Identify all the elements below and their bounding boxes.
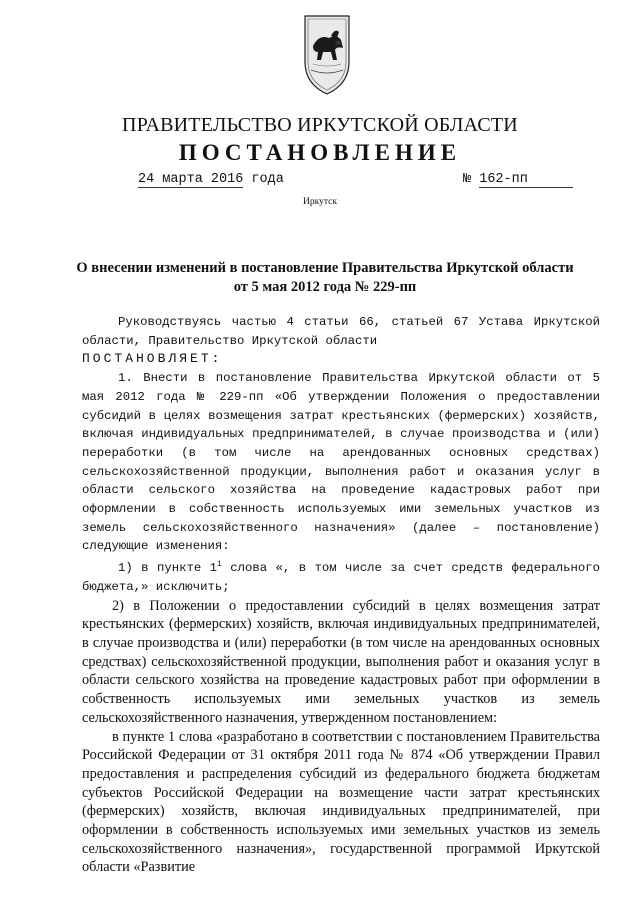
date-suffix: года <box>251 172 284 187</box>
preamble-paragraph: Руководствуясь частью 4 статьи 66, статьей 67 Устава Иркутской области, Правительство Иркутской области <box>82 315 600 348</box>
item-1-paragraph: 1. Внести в постановление Правительства Иркутской области от 5 мая 2012 года № 229-пп «Об утверждении Положения о предоставлении субсидий в целях возмещения затрат крестьянских (фермерских) хозяйств, включая индивидуальных предпринимателей, в случае производства и (или) переработки (в том числе на арендованных основных средствах) сельскохозяйственной продукции, выполнения работ и оказания услуг в области сельского хозяйства на проведение кадастровых работ при оформлении в собственность используемых ими земельных участков из земель сельскохозяйственного назначения» (далее – постановление) следующие изменения: <box>82 371 600 554</box>
document-date <box>138 172 284 187</box>
document-number <box>463 172 573 188</box>
document-title <box>70 259 580 297</box>
subitem-1-text-a: 1) в пункте 1 <box>118 561 218 576</box>
number-sign: № <box>463 172 472 187</box>
document-body <box>82 313 600 877</box>
number-value: 162-пп <box>479 172 573 188</box>
subitem-1-superscript: 1 <box>217 560 222 570</box>
postanovlyaet-heading: ПОСТАНОВЛЯЕТ: <box>82 351 223 367</box>
title-line-2: от 5 мая 2012 года № 229-пп <box>233 279 417 295</box>
subitem-1-text-b: слова «, в том числе за счет средств федерального бюджета,» исключить; <box>82 561 601 594</box>
title-line-1: О внесении изменений в постановление Правительства Иркутской области <box>76 260 574 276</box>
city-name: Иркутск <box>303 197 337 207</box>
subitem-1-paragraph <box>82 556 600 597</box>
government-name: ПРАВИТЕЛЬСТВО ИРКУТСКОЙ ОБЛАСТИ <box>122 114 518 136</box>
subitem-2-paragraph: 2) в Положении о предоставлении субсидий в целях возмещения затрат крестьянских (фермерских) хозяйств, включая индивидуальных предпринимателей, в случае производства и (или) переработки (в том числе на арендованных основных средствах) сельскохозяйственной продукции, выполнения работ и оказания услуг в области сельского хозяйства на проведение кадастровых работ при оформлении в собственность используемых ими земельных участков из земель сельскохозяйственного назначения, утвержденном постановлением: <box>82 597 600 726</box>
subitem-2-paragraph-continuation: в пункте 1 слова «разработано в соответствии с постановлением Правительства Российской Федерации от 31 октября 2011 года № 874 «Об утверждении Правил предоставления и распределения субсидий из федерального бюджета бюджетам субъектов Российской Федерации на возмещение части затрат крестьянских (фермерских) хозяйств, включая индивидуальных предпринимателей, при оформлении в собственность используемых ими земельных участков из земель сельскохозяйственного назначения», государственной программой Иркутской области «Развитие <box>82 728 600 876</box>
document-type: ПОСТАНОВЛЕНИЕ <box>178 140 462 165</box>
date-value: 24 марта 2016 <box>138 172 244 187</box>
irkutsk-coat-of-arms-icon <box>299 10 355 100</box>
